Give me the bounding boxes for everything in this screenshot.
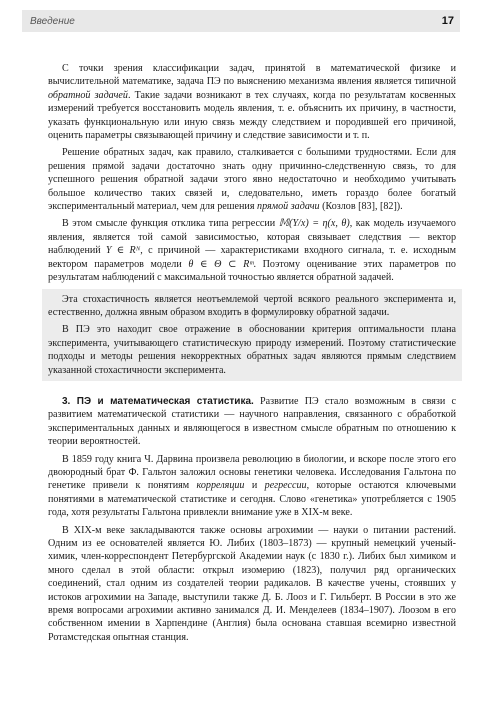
text-run: . Такие задачи возникают в тех случаях, когда по результатам косвенных измерений требуется восстановить модель явления, т. е. объяснить их причину, в частности, указать функциональную или иную связь между следствием и породившей его причиной, оценить параметры связывающей причину и следствие зависимости и т. п. (48, 89, 456, 142)
term-regression: регрессии (264, 480, 307, 492)
text-run: и (244, 480, 265, 492)
term-direct-problem: прямой задачи (257, 201, 320, 213)
body-text (48, 62, 456, 648)
paragraph-optimality-criterion: В ПЭ это находит свое отражение в обосновании критерия оптимальности плана эксперимента, учитывающего статистическую природу измерений. Поэтому статистические подходы и методы решения некорректных обратных задач являются прямым следствием указанной стохастичности эксперимента. (48, 324, 456, 376)
text-run: Решение обратных задач, как правило, сталкивается с большими трудностями. Если для решения прямой задачи достаточно знать одну причинно-следственную связь, то для успешного решения обратной задачи этого явно недостаточно и необходимо учитывать большое количество таких связей и, следовательно, иметь гораздо более богатый экспериментальный материал, чем для решения (48, 147, 456, 213)
paragraph-section-3 (48, 395, 456, 449)
section-gap (48, 381, 456, 395)
text-run: Развитие ПЭ стало возможным в связи с развитием математической статистики — научного направления, связанного с обработкой экспериментальных данных и являющегося в известном смысле обратным по отношению к теории вероятностей. (48, 395, 456, 448)
section-name: Введение (30, 15, 75, 27)
section-heading: 3. ПЭ и математическая статистика. (62, 395, 254, 407)
formula-regression: 𝕄(Y/x) = η(x, θ) (278, 218, 350, 230)
text-run: . Поэтому оценивание этих параметров по результатам наблюдений с максимальной точностью является обратной задачей. (48, 258, 456, 284)
text-run: В этом смысле функция отклика типа регрессии (62, 218, 279, 230)
text-run: , с причиной — характеристиками входного сигнала, т. е. исходным вектором параметров модели (48, 245, 456, 270)
paragraph-difficulties (48, 146, 456, 213)
shaded-note (42, 289, 462, 381)
term-correlation: корреляции (196, 480, 245, 492)
text-run: , как модель изучаемого явления, является той самой зависимостью, которая связывает следствия — вектор наблюдений (48, 218, 456, 257)
text-run: (Козлов [83], [82]). (319, 201, 403, 213)
term-inverse-problem: обратной задачей (48, 89, 128, 101)
text-run: В 1859 году книга Ч. Дарвина произвела революцию в биологии, и вскоре после этого его двоюродный брат Ф. Гальтон заложил основы генетики человека. Исследования Гальтона по генетике привели к понятиям (48, 453, 456, 492)
running-header (22, 10, 460, 32)
paragraph-response-function (48, 217, 456, 284)
formula-observation-vector: Y ∈ Rᴺ (105, 245, 141, 257)
paragraph-stochasticity: Эта стохастичность является неотъемлемой чертой всякого реального эксперимента и, естественно, должна явным образом входить в формулировку обратной задачи. (48, 293, 456, 318)
text-run: С точки зрения классификации задач, принятой в математической физике и вычислительной математике, задача ПЭ по выяснению механизма явления является типичной (48, 63, 456, 88)
paragraph-inverse-problem (48, 62, 456, 142)
paragraph-liebig: В XIX-м веке закладываются также основы агрохимии — науки о питании растений. Одним из ее основателей является Ю. Либих (1803–1873) — крупный немецкий ученый-химик, член-корреспондент Петербургской Академии наук (с 1830 г.). Либих был химиком и много сделал в этой области: открыл изомерию (1823), получил ряд органических соединений, стал одним из создателей теории радикалов. В качестве учены, стоявших у истоков агрохимии на Западе, выступили также Д. Б. Лооз и Г. Гильберт. В России в это же время вопросами агрохимии активно занимался Д. И. Менделеев (1834–1907). Лоозом в его собственном имении в Харпендине (Англия) была основана ставшая всемирно известной Ротамстедская опытная станция. (48, 524, 456, 643)
paragraph-galton (48, 453, 456, 520)
text-run: , которые остаются ключевыми понятиями в математической статистике и сегодня. Слово «генетика» употребляется с 1905 года, хотя результаты Гальтона привлекли внимание уже в XIX-м веке. (48, 480, 456, 519)
formula-parameter-vector: θ ∈ Θ ⊂ Rᵐ (188, 258, 254, 270)
page-number: 17 (441, 15, 454, 27)
